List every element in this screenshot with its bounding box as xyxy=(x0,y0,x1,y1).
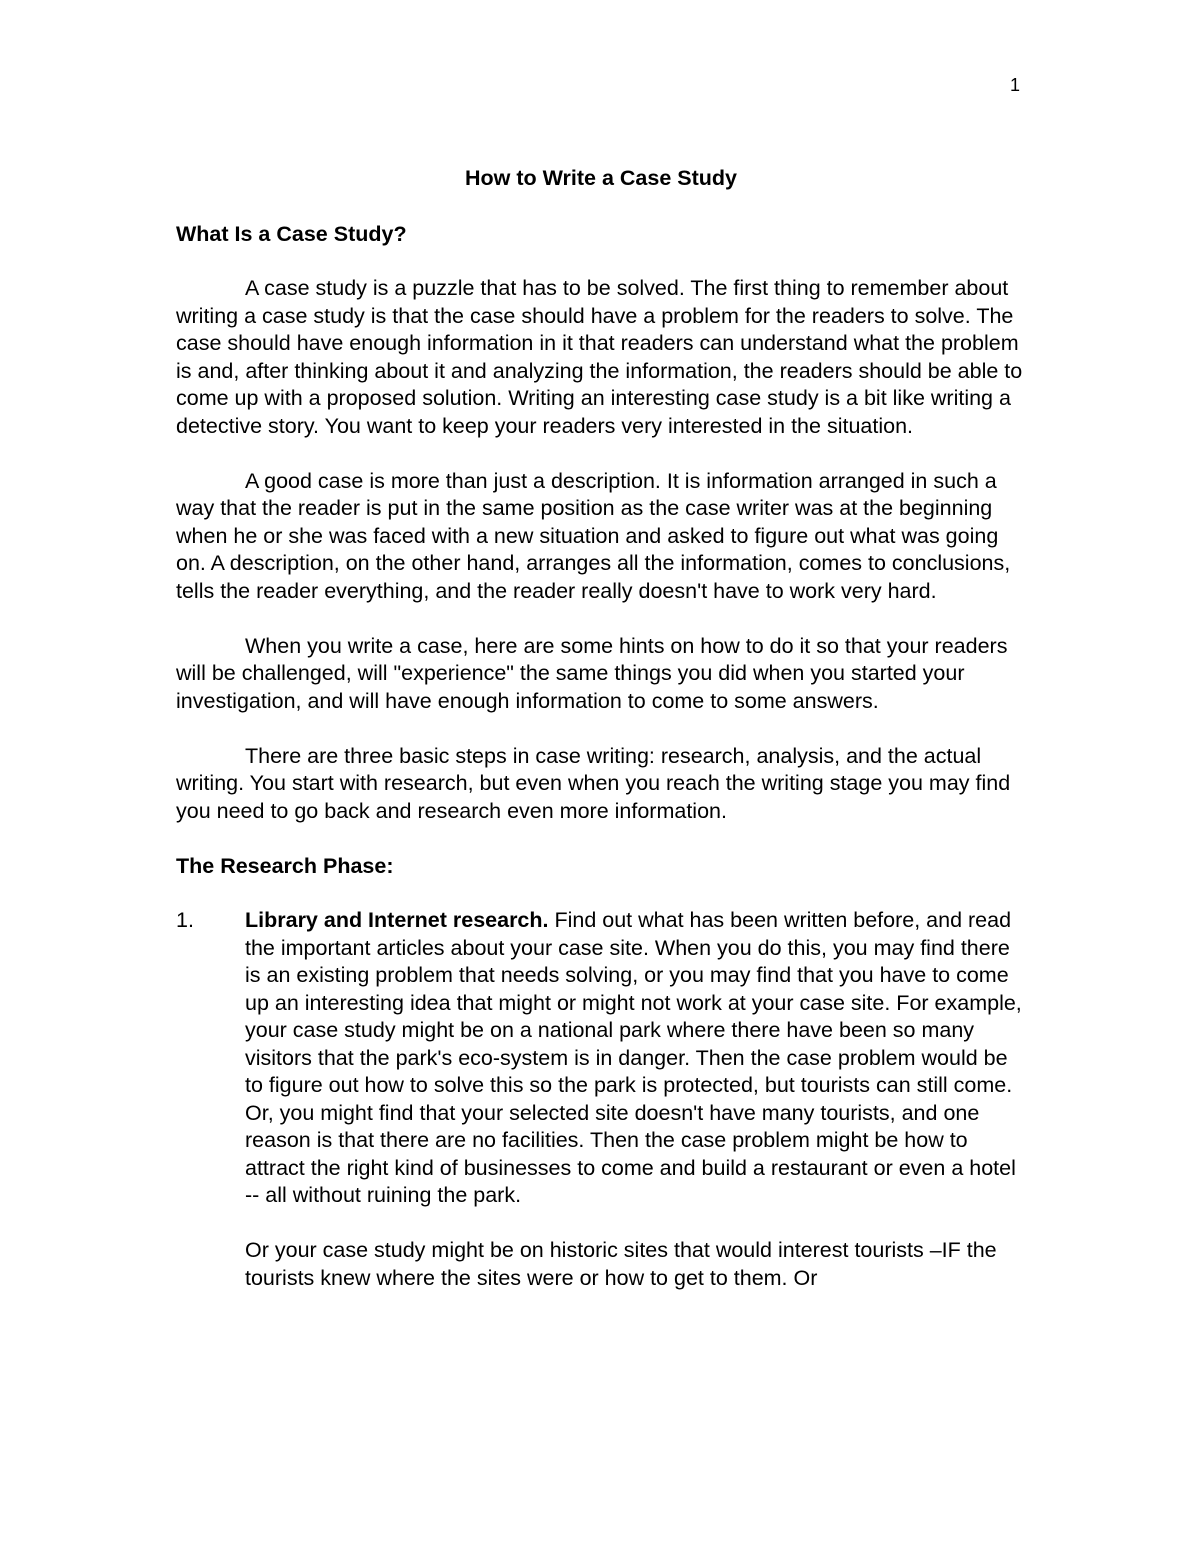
spacer xyxy=(176,1210,1026,1238)
spacer xyxy=(176,605,1026,633)
list-item xyxy=(176,907,1026,1210)
paragraph: A case study is a puzzle that has to be solved. The first thing to remember about writing a case study is that the case should have a problem for the readers to solve. The case should have enough information in it that readers can understand what the problem is and, after thinking about it and analyzing the information, the readers should be able to come up with a proposed solution. Writing an interesting case study is a bit like writing a detective story. You want to keep your readers very interested in the situation. xyxy=(176,276,1023,438)
document-body xyxy=(176,165,1026,1292)
list-item-text: Find out what has been written before, and read the important articles about your case site. When you do this, you may find there is an existing problem that needs solving, or you may find that you have to come up an interesting idea that might or might not work at your case site. For example, your case study might be on a national park where there have been so many visitors that the park's eco-system is in danger. Then the case problem would be to figure out how to solve this so the park is protected, but tourists can still come. Or, you might find that your selected site doesn't have many tourists, and one reason is that there are no facilities. Then the case problem might be how to attract the right kind of businesses to come and build a restaurant or even a hotel -- all without ruining the park. xyxy=(245,908,1022,1207)
spacer xyxy=(176,825,1026,853)
paragraph: There are three basic steps in case writing: research, analysis, and the actual writing. You start with research, but even when you reach the writing stage you may find you need to go back and research even more information. xyxy=(176,743,1011,823)
section-heading-what-is: What Is a Case Study? xyxy=(176,221,407,246)
document-title: How to Write a Case Study xyxy=(465,166,737,190)
list-item-number: 1. xyxy=(176,908,194,932)
spacer xyxy=(176,715,1026,743)
list-item-continuation: Or your case study might be on historic sites that would interest tourists –IF the tourists knew where the sites were or how to get to them. Or xyxy=(245,1238,997,1290)
paragraph: A good case is more than just a description. It is information arranged in such a way that the reader is put in the same position as the case writer was at the beginning when he or she was faced with a new situation and asked to figure out what was going on. A description, on the other hand, arranges all the information, comes to conclusions, tells the reader everything, and the reader really doesn't have to work very hard. xyxy=(176,468,1011,603)
spacer xyxy=(176,248,1026,275)
spacer xyxy=(176,880,1026,907)
spacer xyxy=(176,440,1026,468)
section-heading-research-phase: The Research Phase: xyxy=(176,853,394,878)
research-steps-list xyxy=(176,907,1026,1210)
paragraph: When you write a case, here are some hints on how to do it so that your readers will be challenged, will "experience" the same things you did when you started your investigation, and will have enough information to come to some answers. xyxy=(176,633,1008,713)
page-number: 1 xyxy=(1009,75,1020,95)
list-item-lead: Library and Internet research. xyxy=(245,908,549,932)
spacer xyxy=(176,193,1026,221)
